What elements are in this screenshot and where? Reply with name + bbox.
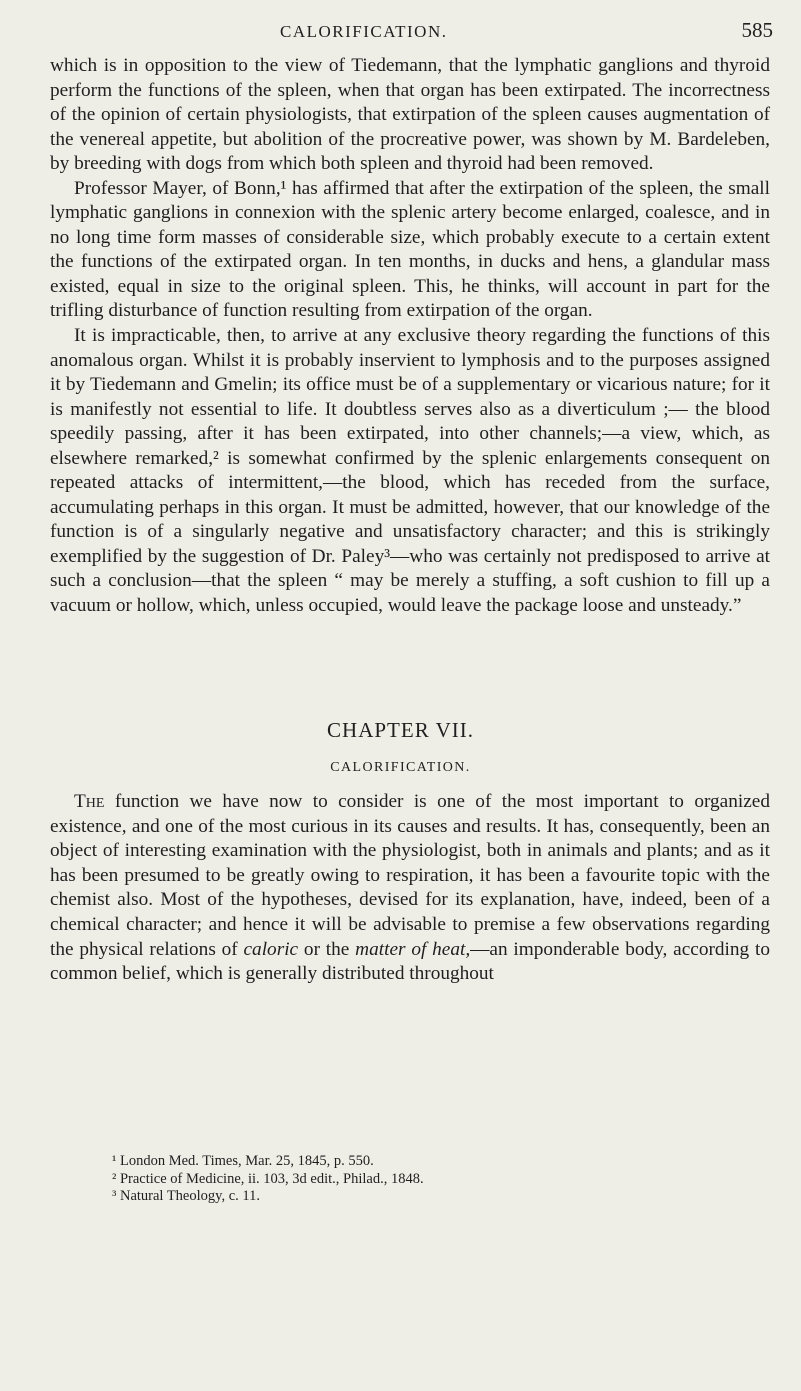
page-number: 585 (741, 18, 773, 42)
text-part-2: or the (298, 938, 356, 960)
chapter-body (50, 790, 770, 987)
footnote-3: ³ Natural Theology, c. 11. (112, 1188, 260, 1204)
running-title: CALORIFICATION. (280, 22, 448, 41)
text-part-3: —an imponderable body, according to common belief, which is generally distributed throughout (50, 938, 770, 985)
footnote-2: ² Practice of Medicine, ii. 103, 3d edit., Philad., 1848. (112, 1170, 424, 1187)
chapter-subtitle: CALORIFICATION. (330, 760, 471, 775)
paragraph-continuation: which is in opposition to the view of Tiedemann, that the lymphatic ganglions and thyroid perform the functions of the spleen, when that organ has been extirpated. The incorrectness of the opinion of certain physiologists, that extirpation of the spleen causes augmentation of the venereal appetite, but abolition of the procreative power, was shown by M. Bardeleben, by breeding with dogs from which both spleen and thyroid had been removed. (50, 55, 770, 175)
italic-caloric: caloric (243, 938, 299, 960)
paragraph-mayer: Professor Mayer, of Bonn,¹ has affirmed that after the extirpation of the spleen, the small lymphatic ganglions in connexion with the splenic artery become enlarged, coalesce, and in no long time form masses of considerable size, which probably execute to a certain extent the functions of the extirpated organ. In ten months, in ducks and hens, a glandular mass existed, equal in size to the original spleen. This, he thinks, will account in part for the trifling disturbance of function resulting from extirpation of the organ. (50, 177, 770, 322)
footnotes (112, 1153, 772, 1206)
paragraph-calorification (50, 790, 770, 987)
body-text-section (50, 54, 770, 619)
text-part-1: function we have now to consider is one of the most important to organized existence, and one of the most curious in its causes and results. It has, consequently, been an object of interesting examination with the physiologist, both in animals and plants; and as it has been presumed to be greatly owing to respiration, it has been a favourite topic with the chemist also. Most of the hypotheses, devised for its explanation, have, indeed, been of a chemical character; and hence it will be advisable to premise a few observations regarding the physical relations of (50, 791, 770, 960)
lead-word: The (74, 791, 105, 812)
footnote-1: ¹ London Med. Times, Mar. 25, 1845, p. 550. (112, 1153, 374, 1169)
chapter-title: CHAPTER VII. (327, 718, 474, 742)
paragraph-functions: It is impracticable, then, to arrive at any exclusive theory regarding the functions of this anomalous organ. Whilst it is probably inservient to lymphosis and to the purposes assigned it by Tiedemann and Gmelin; its office must be of a supplementary or vicarious nature; for it is manifestly not essential to life. It doubtless serves also as a diverticulum ;— the blood speedily passing, after it has been extirpated, into other channels;—a view, which, as elsewhere remarked,² is somewhat confirmed by the splenic enlargements consequent on repeated attacks of intermittent,—the blood, which has receded from the surface, accumulating perhaps in this organ. It must be admitted, however, that our knowledge of the function is of a singularly negative and unsatisfactory character; and this is strikingly exemplified by the suggestion of Dr. Paley³—who was certainly not predisposed to arrive at such a conclusion—that the spleen “ may be merely a stuffing, a soft cushion to fill up a vacuum or hollow, which, unless occupied, would leave the package loose and unsteady.” (50, 325, 770, 617)
italic-matter-of-heat: matter of heat, (355, 938, 471, 960)
